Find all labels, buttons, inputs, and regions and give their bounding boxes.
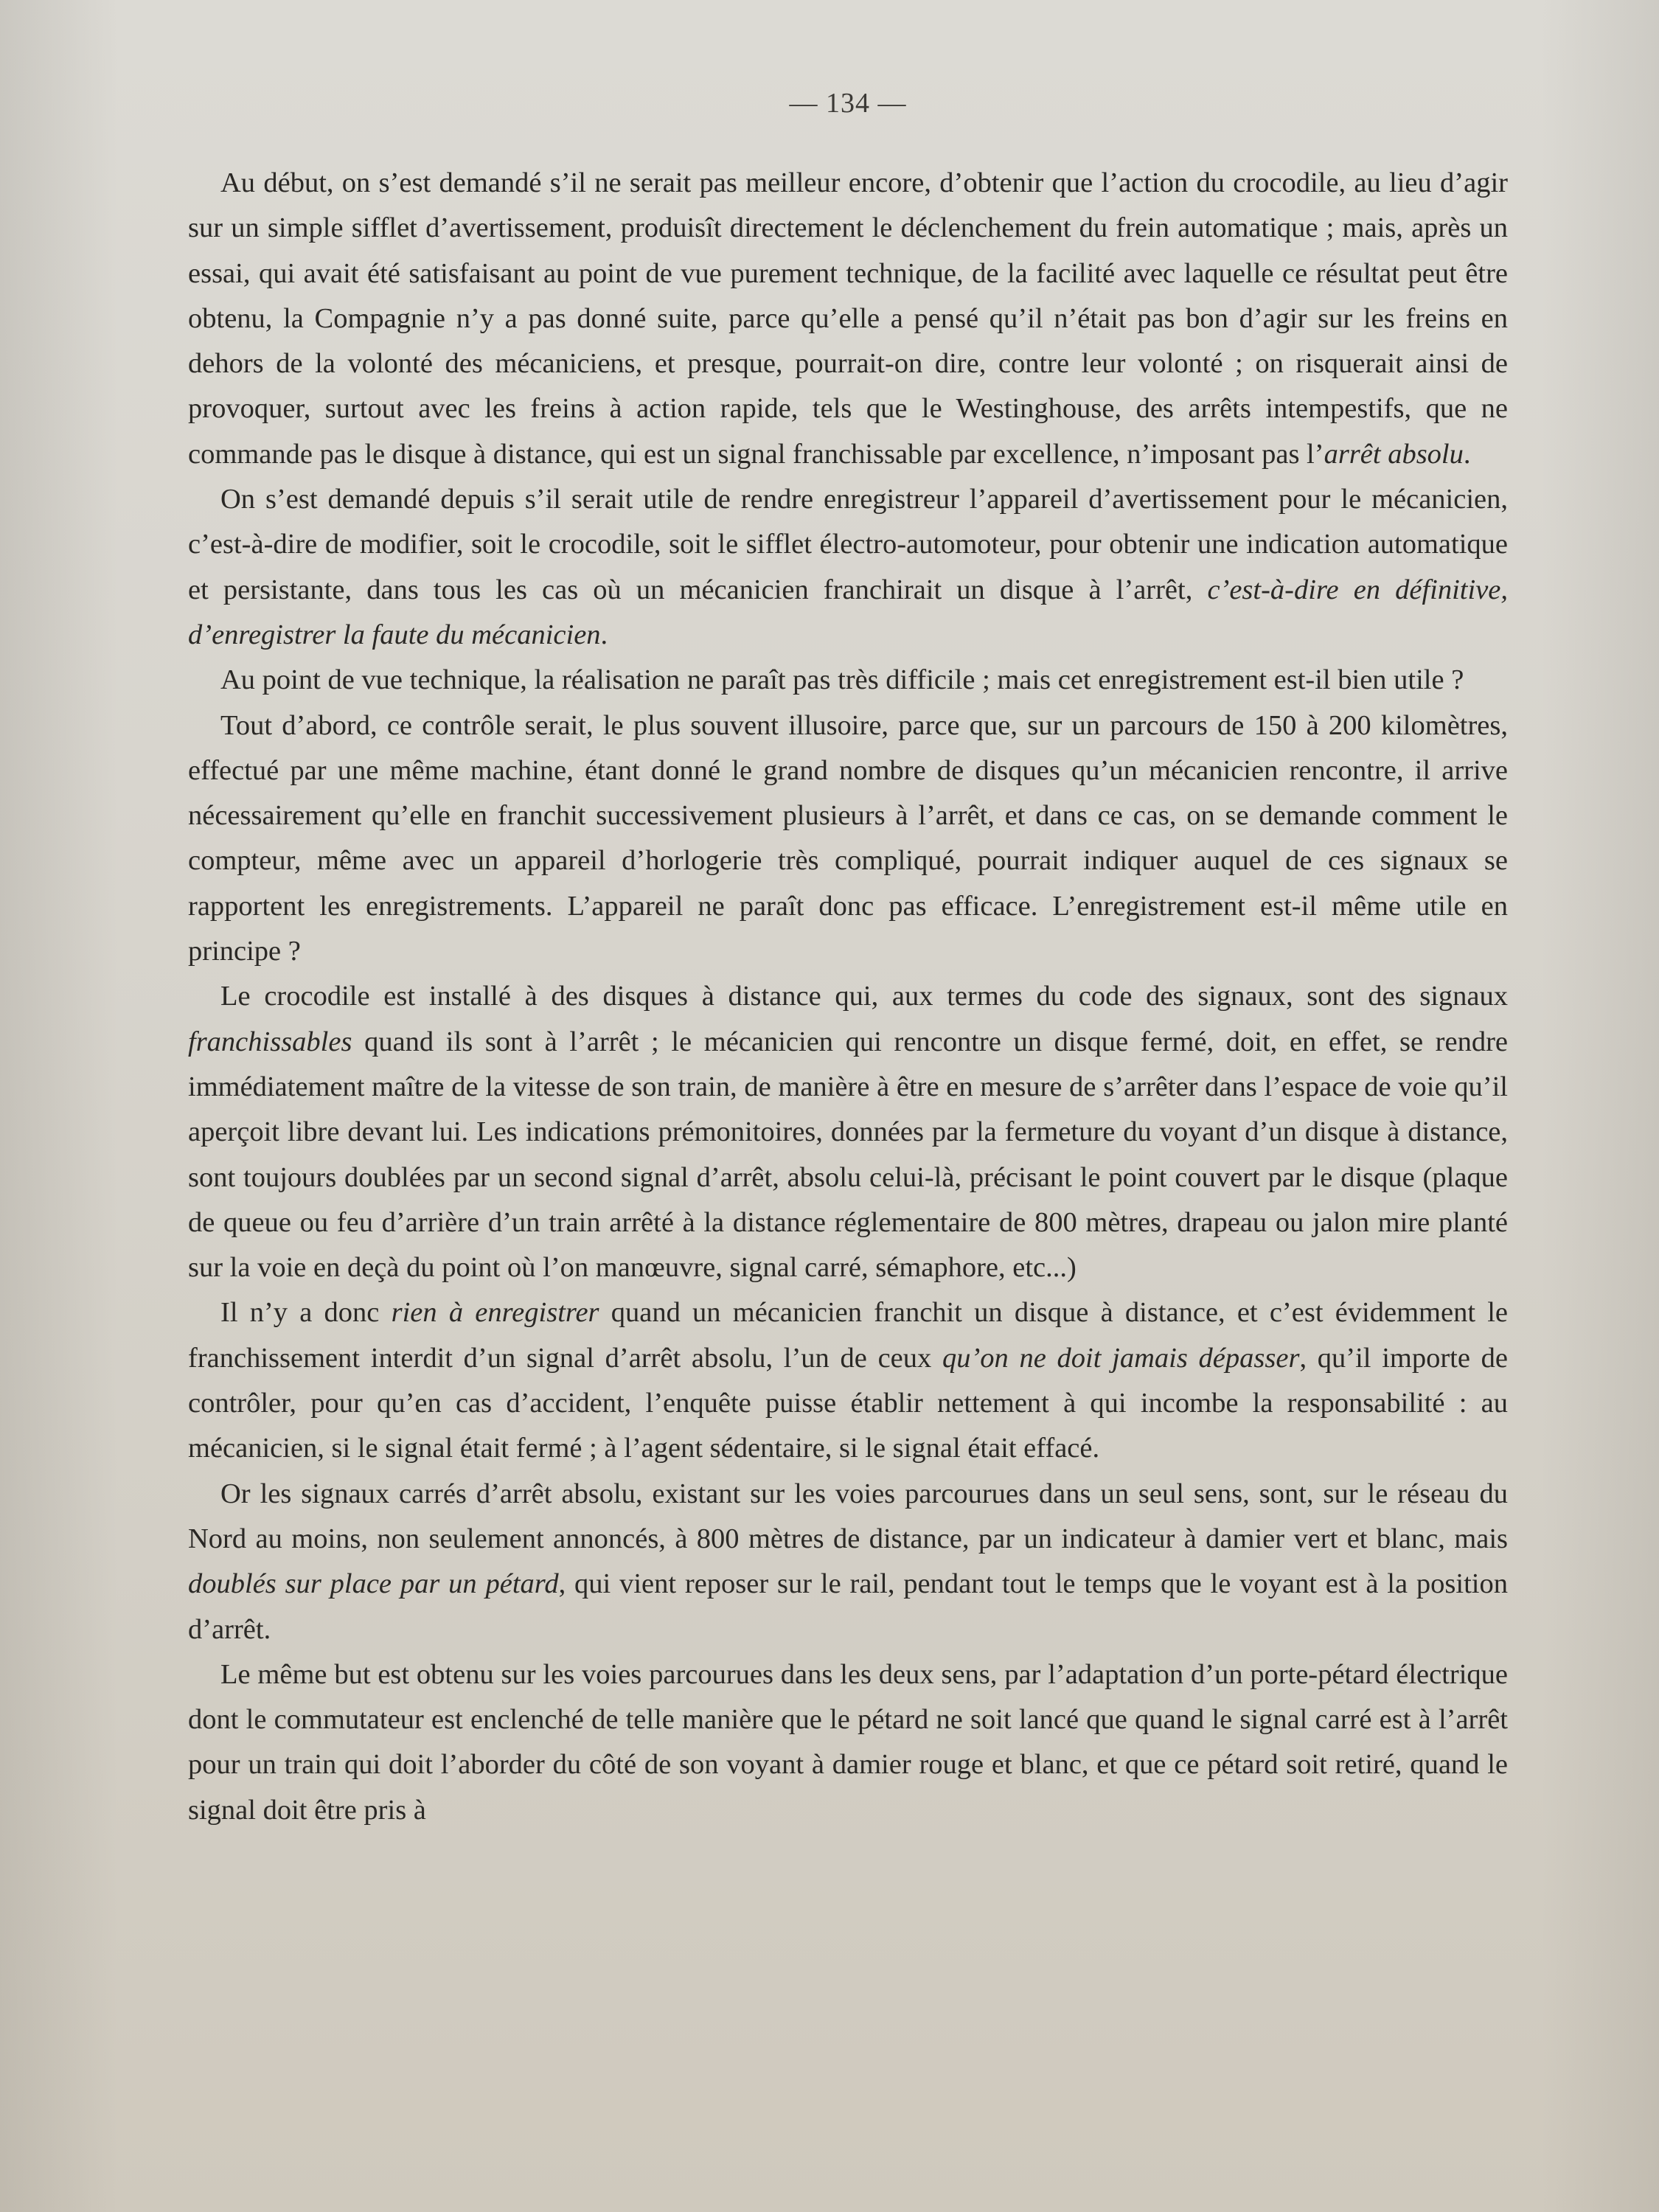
paragraph-controle-illusoire: Tout d’abord, ce contrôle serait, le plus souvent illusoire, parce que, sur un parcours de 150 à 200 kilomètres, effectué par une même machine, étant donné le grand nombre de disques qu’un mécanicien rencontre, il arrive nécessairement qu’elle en franchit successivement plusieurs à l’arrêt, et dans ce cas, on se demande comment le compteur, même avec un appareil d’horlogerie très compliqué, pourrait indiquer auquel de ces signaux se rapportent les enregistrements. L’appareil ne paraît donc pas efficace. L’enregistrement est-il même utile en principe ? — [188, 709, 1508, 967]
paragraph-signaux-carres: Or les signaux carrés d’arrêt absolu, existant sur les voies parcourues dans un seul sens, sont, sur le réseau du Nord au moins, non seulement annoncés, à 800 mètres de distance, par un indicateur à damier vert et blanc, mais doublés sur place par un pétard, qui vient reposer sur le rail, pendant tout le temps que le voyant est à la position d’arrêt. — [188, 1478, 1508, 1645]
paragraph-rien-a-enregistrer: Il n’y a donc rien à enregistrer quand un mécanicien franchit un disque à distance, et c’est évidemment le franchissement interdit d’un signal d’arrêt absolu, l’un de ceux qu’on ne doit jamais dépasser, qu’il importe de contrôler, pour qu’en cas d’accident, l’enquête puisse établir nettement à qui incombe la responsabilité : au mécanicien, si le signal était fermé ; à l’agent sédentaire, si le signal était effacé. — [188, 1297, 1509, 1464]
body-text — [188, 161, 1508, 1833]
page-number: — 134 — — [789, 88, 907, 119]
paragraph-signaux-franchissables: Le crocodile est installé à des disques à distance qui, aux termes du code des signaux, sont des signaux franchissables quand ils sont à l’arrêt ; le mécanicien qui rencontre un disque fermé, doit, en effet, se rendre immédiatement maître de la vitesse de son train, de manière à être en mesure de s’arrêter dans l’espace de voie qu’il aperçoit libre devant lui. Les indications prémonitoires, données par la fermeture du voyant d’un disque à distance, sont toujours doublées par un second signal d’arrêt, absolu celui-là, précisant le point couvert par le disque (plaque de queue ou feu d’arrière d’un train arrêté à la distance réglementaire de 800 mètres, drapeau ou jalon mire planté sur la voie en deçà du point où l’on manœuvre, signal carré, sémaphore, etc...) — [188, 981, 1508, 1284]
paragraph-frein-automatique: Au début, on s’est demandé s’il ne serait pas meilleur encore, d’obtenir que l’action du crocodile, au lieu d’agir sur un simple sifflet d’avertissement, produisît directement le déclenchement du frein automatique ; mais, après un essai, qui avait été satisfaisant au point de vue purement technique, de la facilité avec laquelle ce résultat peut être obtenu, la Compagnie n’y a pas donné suite, parce qu’elle a pensé qu’il n’était pas bon d’agir sur les freins en dehors de la volonté des mécaniciens, et presque, pourrait-on dire, contre leur volonté ; on risquerait ainsi de provoquer, surtout avec les freins à action rapide, tels que le Westinghouse, des arrêts intempestifs, que ne commande pas le disque à distance, qui est un signal franchissable par excellence, n’imposant pas l’arrêt absolu. — [188, 167, 1508, 470]
paragraph-porte-petard: Le même but est obtenu sur les voies parcourues dans les deux sens, par l’adaptation d’un porte-pétard électrique dont le commutateur est enclenché de telle manière que le pétard ne soit lancé que quand le signal carré est à l’arrêt pour un train qui doit l’aborder du côté de son voyant à damier rouge et blanc, et que ce pétard soit retiré, quand le signal doit être pris à — [188, 1658, 1508, 1826]
page-shadow-right — [1541, 0, 1659, 2212]
paragraph-appareil-enregistreur: On s’est demandé depuis s’il serait utile de rendre enregistreur l’appareil d’avertissement pour le mécanicien, c’est-à-dire de modifier, soit le crocodile, soit le sifflet électro-automoteur, pour obtenir une indication automatique et persistante, dans tous les cas où un mécanicien franchirait un disque à l’arrêt, c’est-à-dire en définitive, d’enregistrer la faute du mécanicien. — [188, 484, 1508, 650]
page-shadow-left — [0, 0, 118, 2212]
paragraph-point-de-vue-technique: Au point de vue technique, la réalisation ne paraît pas très difficile ; mais cet enregistrement est-il bien utile ? — [220, 664, 1464, 696]
